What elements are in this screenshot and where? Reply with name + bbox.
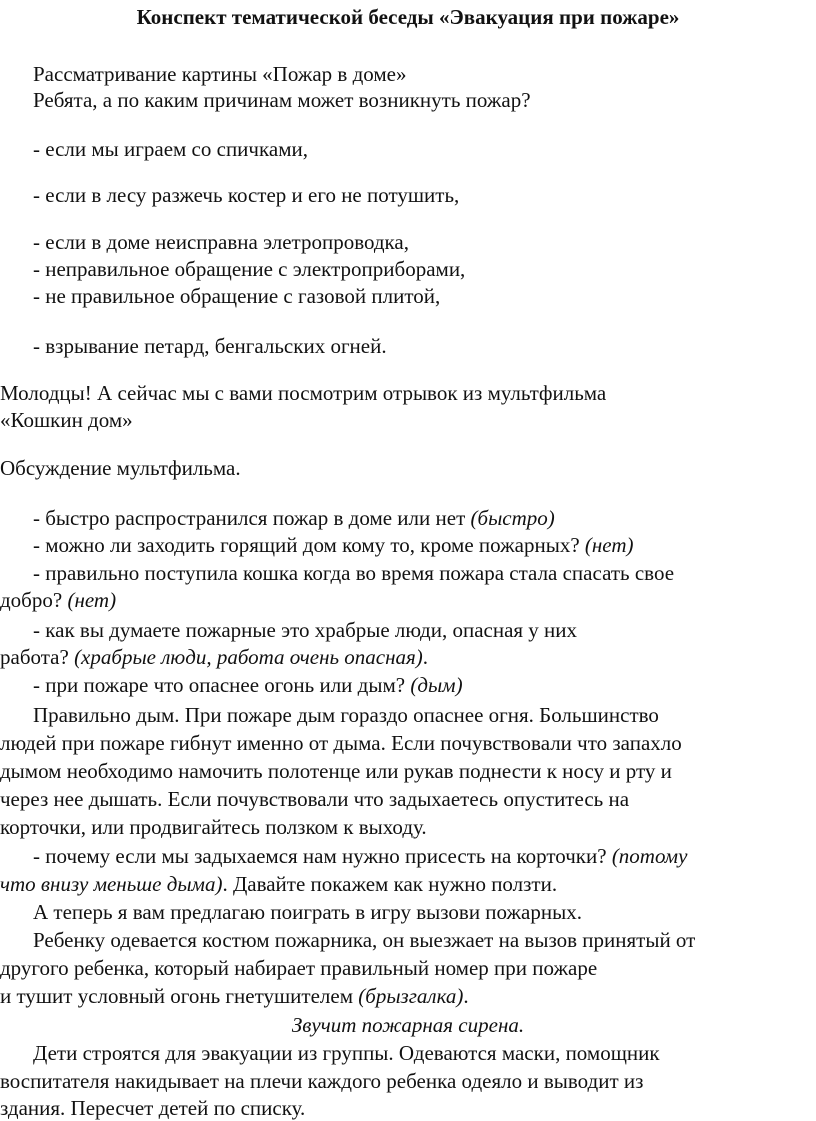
siren-line xyxy=(0,1012,816,1038)
question-line: - как вы думаете пожарные это храбрые люди, опасная у них xyxy=(33,618,578,642)
answer-text: что внизу меньше дыма) xyxy=(0,872,223,896)
smoke-paragraph-line: людей при пожаре гибнут именно от дыма. Если почувствовали что запахло xyxy=(0,731,682,755)
question-line xyxy=(0,587,116,613)
evacuation-line: Дети строятся для эвакуации из группы. Одеваются маски, помощник xyxy=(33,1041,660,1065)
question-text: - почему если мы задыхаемся нам нужно присесть на корточки? xyxy=(33,844,612,868)
smoke-paragraph-line: корточки, или продвигайтесь ползком к выходу. xyxy=(0,815,427,839)
answer-text: (быстро) xyxy=(470,506,555,530)
question-line xyxy=(0,871,557,897)
game-description: Ребенку одевается костюм пожарника, он выезжает на вызов принятый от xyxy=(33,928,696,952)
question-end: . Давайте покажем как нужно ползти. xyxy=(222,872,558,896)
smoke-paragraph-line: через нее дышать. Если почувствовали что задыхаетесь опуститесь на xyxy=(0,787,630,811)
question-line xyxy=(33,843,687,869)
intro-question: Ребята, а по каким причинам может возникнуть пожар? xyxy=(33,88,531,112)
discussion-heading: Обсуждение мультфильма. xyxy=(0,456,241,480)
cause-item: - если в лесу разжечь костер и его не потушить, xyxy=(33,183,460,207)
intro-line: Рассматривание картины «Пожар в доме» xyxy=(33,62,407,86)
smoke-paragraph-line: дымом необходимо намочить полотенце или рукав поднести к носу и рту и xyxy=(0,759,672,783)
document-title: Конспект тематической беседы «Эвакуация при пожаре» xyxy=(136,5,680,29)
cause-item: - если мы играем со спичками, xyxy=(33,137,308,161)
cause-item: - взрывание петард, бенгальских огней. xyxy=(33,334,387,358)
game-description: другого ребенка, который набирает правильный номер при пожаре xyxy=(0,956,598,980)
cause-item: - если в доме неисправна элетропроводка, xyxy=(33,230,410,254)
siren-text: Звучит пожарная сирена. xyxy=(291,1013,525,1037)
game-description xyxy=(0,983,469,1009)
cartoon-intro: Молодцы! А сейчас мы с вами посмотрим отрывок из мультфильма xyxy=(0,381,607,405)
question-line: - правильно поступила кошка когда во время пожара стала спасать свое xyxy=(33,561,675,585)
evacuation-line: здания. Пересчет детей по списку. xyxy=(0,1096,306,1120)
question-text: добро? xyxy=(0,588,68,612)
game-intro: А теперь я вам предлагаю поиграть в игру вызови пожарных. xyxy=(33,900,582,924)
question-text: работа? xyxy=(0,645,75,669)
question-text: - можно ли заходить горящий дом кому то, кроме пожарных? xyxy=(33,533,585,557)
answer-text: (брызгалка) xyxy=(358,984,464,1008)
cartoon-title: «Кошкин дом» xyxy=(0,408,133,432)
smoke-paragraph-line: Правильно дым. При пожаре дым гораздо опаснее огня. Большинство xyxy=(33,703,659,727)
question-end: . xyxy=(422,645,429,669)
answer-text: (нет) xyxy=(584,533,634,557)
question-line xyxy=(33,672,463,698)
game-text: и тушит условный огонь гнетушителем xyxy=(0,984,359,1008)
answer-text: (дым) xyxy=(410,673,463,697)
question-line xyxy=(33,505,555,531)
evacuation-line: воспитателя накидывает на плечи каждого ребенка одеяло и выводит из xyxy=(0,1069,644,1093)
answer-text: (потому xyxy=(611,844,688,868)
question-text: - быстро распространился пожар в доме или нет xyxy=(33,506,471,530)
cause-item: - не правильное обращение с газовой плитой, xyxy=(33,284,441,308)
answer-text: (храбрые люди, работа очень опасная) xyxy=(74,645,423,669)
answer-text: (нет) xyxy=(67,588,117,612)
cause-item: - неправильное обращение с электроприборами, xyxy=(33,257,466,281)
game-end: . xyxy=(463,984,469,1008)
question-line xyxy=(33,532,634,558)
question-line xyxy=(0,644,428,670)
question-text: - при пожаре что опаснее огонь или дым? xyxy=(33,673,411,697)
